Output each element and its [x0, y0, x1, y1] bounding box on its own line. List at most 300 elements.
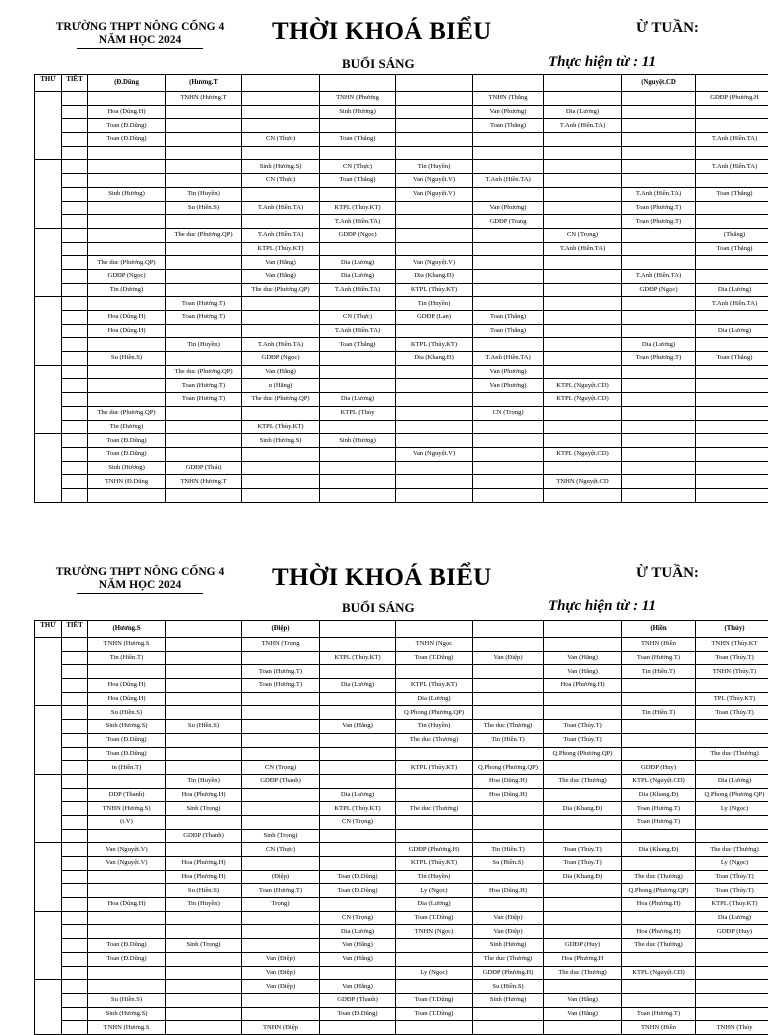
timetable — [34, 74, 768, 503]
subject-cell: Hoa (Dũng.H) — [88, 679, 166, 693]
subject-cell: Ly (Ngọc) — [696, 857, 768, 871]
subject-cell: T.Anh (Hiền.TA) — [696, 297, 768, 311]
school-name — [40, 566, 240, 594]
table-row — [35, 92, 768, 106]
subject-cell: Dia (Lương) — [320, 925, 396, 939]
subject-cell — [396, 815, 473, 829]
subject-cell: Hoa (Phương.H) — [544, 679, 622, 693]
subject-cell: Toan (Phương.T) — [622, 215, 696, 229]
subject-cell — [396, 829, 473, 843]
effective-date: Thực hiện từ : 11 — [548, 54, 656, 71]
subject-cell — [166, 215, 242, 229]
subject-cell: Dia (Lương) — [320, 788, 396, 802]
day-cell — [35, 297, 62, 365]
school-year: NĂM HỌC 2024 — [77, 579, 203, 594]
subject-cell: Toan (T.Dũng) — [396, 1007, 473, 1021]
period-cell — [62, 884, 88, 898]
subject-cell: Van (Phương) — [473, 105, 544, 119]
period-cell — [62, 706, 88, 720]
subject-cell: T.Anh (Hiền.TA) — [473, 352, 544, 366]
subject-cell — [544, 201, 622, 215]
class-header: (Hương.S — [88, 621, 166, 638]
subject-cell — [242, 692, 320, 706]
subject-cell — [396, 788, 473, 802]
subject-cell — [166, 966, 242, 980]
subject-cell: KTPL (Nguyệt.CD) — [622, 966, 696, 980]
subject-cell — [544, 420, 622, 434]
subject-cell: TNHN (Hiền — [622, 638, 696, 652]
table-row — [35, 651, 768, 665]
table-row — [35, 733, 768, 747]
period-cell — [62, 788, 88, 802]
subject-cell — [396, 488, 473, 502]
subject-cell — [622, 146, 696, 160]
subject-cell: Tin (Hiền.T) — [88, 651, 166, 665]
subject-cell — [88, 228, 166, 242]
subject-cell: Toan (Hương.T) — [166, 297, 242, 311]
subject-cell: Dia (Khang.Đ) — [622, 843, 696, 857]
subject-cell: KTPL (Nguyệt.CD) — [622, 774, 696, 788]
header-row — [35, 75, 768, 92]
subject-cell: Tin (Huyền) — [396, 297, 473, 311]
subject-cell — [544, 925, 622, 939]
subject-cell: Su (Hiền.S) — [166, 884, 242, 898]
subject-cell: Hoa (Dũng.H) — [88, 105, 166, 119]
period-cell — [62, 201, 88, 215]
subject-cell — [242, 788, 320, 802]
subject-cell: TNHN (Thủy — [696, 1021, 768, 1035]
period-cell — [62, 733, 88, 747]
subject-cell: Sinh (Trọng) — [166, 939, 242, 953]
subject-cell — [473, 242, 544, 256]
subject-cell — [544, 406, 622, 420]
subject-cell — [696, 311, 768, 325]
subject-cell — [320, 747, 396, 761]
subject-cell — [622, 733, 696, 747]
week-label: Ừ TUẦN: — [636, 565, 699, 582]
subject-cell: Toan (Hương.T) — [242, 884, 320, 898]
subject-cell: Toan (Hương.T) — [622, 815, 696, 829]
subject-cell — [622, 119, 696, 133]
subject-cell: Tin (Hiền.T) — [622, 665, 696, 679]
subject-cell — [396, 393, 473, 407]
subject-cell — [696, 952, 768, 966]
subject-cell — [544, 160, 622, 174]
subject-cell: Toan (T.Dũng) — [396, 911, 473, 925]
subject-cell: KTPL (Thủy.KT) — [396, 761, 473, 775]
table-row — [35, 788, 768, 802]
subject-cell — [320, 761, 396, 775]
subject-cell — [320, 638, 396, 652]
day-cell — [35, 638, 62, 706]
subject-cell: Toan (Thắng) — [320, 133, 396, 147]
subject-cell — [544, 461, 622, 475]
subject-cell — [166, 256, 242, 270]
table-row — [35, 160, 768, 174]
subject-cell — [166, 665, 242, 679]
subject-cell: Van (Hằng) — [320, 952, 396, 966]
subject-cell: Sinh (Hương) — [88, 461, 166, 475]
subject-cell — [473, 283, 544, 297]
period-cell — [62, 311, 88, 325]
subject-cell — [696, 993, 768, 1007]
subject-cell: KTPL (Thủy.KT) — [696, 898, 768, 912]
subject-cell — [166, 733, 242, 747]
table-row — [35, 242, 768, 256]
subject-cell — [544, 133, 622, 147]
subject-cell — [242, 461, 320, 475]
subject-cell — [544, 174, 622, 188]
table-row — [35, 269, 768, 283]
period-cell — [62, 92, 88, 106]
subject-cell — [242, 733, 320, 747]
subject-cell: Toan (Thắng) — [320, 338, 396, 352]
subject-cell — [622, 297, 696, 311]
subject-cell: Toan (Thủy.T) — [544, 843, 622, 857]
period-cell — [62, 324, 88, 338]
subject-cell — [544, 311, 622, 325]
subject-cell: Toan (Đ.Dũng) — [88, 952, 166, 966]
table-row — [35, 966, 768, 980]
subject-cell — [544, 92, 622, 106]
subject-cell — [242, 105, 320, 119]
subject-cell: TNHN (Ngọc) — [396, 925, 473, 939]
subject-cell: The duc (Thương) — [396, 733, 473, 747]
subject-cell — [473, 461, 544, 475]
subject-cell: Tin (Hiền.T) — [622, 706, 696, 720]
subject-cell — [544, 324, 622, 338]
subject-cell — [622, 747, 696, 761]
page-title: THỜI KHOÁ BIỂU — [272, 564, 492, 592]
day-cell — [35, 706, 62, 774]
period-cell — [62, 174, 88, 188]
subject-cell — [473, 338, 544, 352]
class-header — [396, 621, 473, 638]
table-row — [35, 447, 768, 461]
subject-cell: Sinh (Hương) — [88, 187, 166, 201]
subject-cell: Tin (Huyền) — [166, 187, 242, 201]
subject-cell — [88, 160, 166, 174]
table-row — [35, 815, 768, 829]
subject-cell — [166, 911, 242, 925]
subject-cell: Q.Phong (Phương.QP) — [622, 884, 696, 898]
period-cell — [62, 815, 88, 829]
period-cell — [62, 802, 88, 816]
table-row — [35, 406, 768, 420]
subject-cell — [166, 324, 242, 338]
table-row — [35, 283, 768, 297]
subject-cell: TNHN (Điệp — [242, 1021, 320, 1035]
subject-cell: CN (Trọng) — [320, 815, 396, 829]
subject-cell: Toan (Đ.Dũng) — [320, 870, 396, 884]
subject-cell — [242, 939, 320, 953]
subject-cell — [696, 215, 768, 229]
subject-cell — [242, 146, 320, 160]
subject-cell — [622, 133, 696, 147]
subject-cell — [88, 966, 166, 980]
subject-cell — [396, 665, 473, 679]
session-label: BUỔI SÁNG — [342, 56, 415, 72]
period-cell — [62, 283, 88, 297]
subject-cell — [473, 475, 544, 489]
table-row — [35, 434, 768, 448]
table-row — [35, 475, 768, 489]
timetable — [34, 620, 768, 1035]
subject-cell: Dia (Khang.Đ) — [396, 352, 473, 366]
period-cell — [62, 133, 88, 147]
table-row — [35, 420, 768, 434]
table-row — [35, 774, 768, 788]
subject-cell — [473, 747, 544, 761]
period-cell — [62, 679, 88, 693]
header-tiet: TIẾT — [62, 621, 88, 638]
subject-cell — [544, 488, 622, 502]
subject-cell — [473, 665, 544, 679]
subject-cell — [396, 105, 473, 119]
subject-cell — [396, 420, 473, 434]
subject-cell — [696, 269, 768, 283]
class-header — [320, 621, 396, 638]
subject-cell — [166, 242, 242, 256]
table-row — [35, 324, 768, 338]
table-row — [35, 105, 768, 119]
header-row — [35, 621, 768, 638]
subject-cell: Toan (Đ.Dũng) — [88, 119, 166, 133]
subject-cell — [166, 761, 242, 775]
subject-cell: TNHN (Hương.S — [88, 638, 166, 652]
subject-cell: TNHN (Hương.T — [166, 475, 242, 489]
subject-cell — [320, 420, 396, 434]
subject-cell: (t.V) — [88, 815, 166, 829]
day-cell — [35, 228, 62, 296]
table-row — [35, 993, 768, 1007]
subject-cell — [622, 228, 696, 242]
subject-cell: Toan (Thủy.T) — [696, 651, 768, 665]
subject-cell — [473, 187, 544, 201]
table-row — [35, 802, 768, 816]
subject-cell: The duc (Phương.QP) — [88, 406, 166, 420]
subject-cell — [622, 993, 696, 1007]
subject-cell: Hoa (Phương.H — [544, 952, 622, 966]
subject-cell: Su (Hiền.S) — [88, 706, 166, 720]
subject-cell: Toan (Đ.Dũng) — [320, 884, 396, 898]
subject-cell: Su (Hiền.S) — [473, 980, 544, 994]
subject-cell — [396, 324, 473, 338]
day-cell — [35, 911, 62, 979]
subject-cell: T.Anh (Hiền.TA) — [320, 215, 396, 229]
subject-cell — [166, 638, 242, 652]
subject-cell: The duc (Thương) — [622, 870, 696, 884]
subject-cell — [88, 92, 166, 106]
subject-cell: Sinh (Hương.S) — [242, 434, 320, 448]
subject-cell: GDĐP (Lan) — [396, 311, 473, 325]
period-cell — [62, 297, 88, 311]
subject-cell — [473, 1021, 544, 1035]
table-row — [35, 843, 768, 857]
subject-cell: T.Anh (Hiền.TA) — [622, 187, 696, 201]
subject-cell: Hoa (Dũng.H) — [473, 788, 544, 802]
page-title: THỜI KHOÁ BIỂU — [272, 18, 492, 46]
subject-cell: (Thắng) — [696, 228, 768, 242]
subject-cell — [320, 829, 396, 843]
subject-cell — [544, 187, 622, 201]
class-header: (Đ.Dũng — [88, 75, 166, 92]
subject-cell: Van (Hằng) — [320, 939, 396, 953]
subject-cell — [242, 447, 320, 461]
subject-cell — [88, 242, 166, 256]
subject-cell — [696, 939, 768, 953]
subject-cell: T.Anh (Hiền.TA) — [622, 269, 696, 283]
subject-cell — [696, 733, 768, 747]
subject-cell — [544, 297, 622, 311]
week-label: Ừ TUẦN: — [636, 20, 699, 37]
subject-cell: Dia (Khang.Đ) — [544, 802, 622, 816]
subject-cell — [320, 706, 396, 720]
subject-cell — [320, 843, 396, 857]
subject-cell: KTPL (Thủy.KT) — [396, 679, 473, 693]
subject-cell: Ly (Ngọc) — [396, 966, 473, 980]
subject-cell: T.Anh (Hiền.TA) — [320, 283, 396, 297]
subject-cell — [88, 201, 166, 215]
subject-cell: Van (Nguyệt.V) — [88, 857, 166, 871]
period-cell — [62, 447, 88, 461]
subject-cell: T.Anh (Hiền.TA) — [696, 133, 768, 147]
day-cell — [35, 843, 62, 911]
subject-cell: Van (Hằng) — [544, 993, 622, 1007]
subject-cell: The duc (Thương) — [622, 939, 696, 953]
subject-cell — [544, 146, 622, 160]
period-cell — [62, 393, 88, 407]
subject-cell: Toan (Hương.T) — [166, 393, 242, 407]
subject-cell: Toan (Hương.T) — [242, 679, 320, 693]
subject-cell: Van (Hằng) — [544, 651, 622, 665]
subject-cell — [544, 638, 622, 652]
table-row — [35, 133, 768, 147]
subject-cell: Dia (Lương) — [320, 256, 396, 270]
subject-cell — [473, 447, 544, 461]
subject-cell: GDĐP (Thái) — [166, 461, 242, 475]
subject-cell — [320, 187, 396, 201]
subject-cell — [88, 774, 166, 788]
period-cell — [62, 420, 88, 434]
subject-cell — [544, 788, 622, 802]
period-cell — [62, 925, 88, 939]
subject-cell: Toan (Đ.Dũng) — [88, 733, 166, 747]
subject-cell: GDĐP (Thanh) — [320, 993, 396, 1007]
subject-cell: Toan (Thủy.T) — [696, 884, 768, 898]
subject-cell — [696, 1007, 768, 1021]
subject-cell — [166, 651, 242, 665]
table-row — [35, 665, 768, 679]
subject-cell — [166, 1021, 242, 1035]
subject-cell — [473, 434, 544, 448]
subject-cell: TNHN (Thắng — [473, 92, 544, 106]
subject-cell — [622, 311, 696, 325]
subject-cell — [473, 898, 544, 912]
subject-cell: Sinh (Hương) — [473, 993, 544, 1007]
subject-cell — [166, 952, 242, 966]
subject-cell: KTPL (Thủy.KT) — [396, 857, 473, 871]
period-cell — [62, 898, 88, 912]
table-row — [35, 1007, 768, 1021]
period-cell — [62, 338, 88, 352]
subject-cell: Van (Phương) — [473, 379, 544, 393]
subject-cell — [544, 898, 622, 912]
subject-cell: TNHN (Hương.S) — [88, 802, 166, 816]
subject-cell — [396, 461, 473, 475]
table-row — [35, 379, 768, 393]
subject-cell: KTPL (Thủy.KT) — [320, 802, 396, 816]
subject-cell — [473, 160, 544, 174]
subject-cell: Toan (Thủy.T) — [696, 706, 768, 720]
subject-cell: GDĐP (Thanh) — [242, 774, 320, 788]
subject-cell: GDĐP (Ngọc) — [622, 283, 696, 297]
day-cell — [35, 434, 62, 502]
subject-cell — [88, 174, 166, 188]
subject-cell — [544, 283, 622, 297]
table-row — [35, 692, 768, 706]
subject-cell: Toan (Thắng) — [696, 352, 768, 366]
subject-cell — [88, 884, 166, 898]
table-row — [35, 228, 768, 242]
subject-cell: TNHN (Phương — [320, 92, 396, 106]
subject-cell — [473, 692, 544, 706]
subject-cell — [320, 461, 396, 475]
subject-cell: Van (Phương) — [473, 201, 544, 215]
subject-cell: T.Anh (Hiền.TA) — [473, 174, 544, 188]
subject-cell: KTPL (Nguyệt.CD) — [544, 393, 622, 407]
subject-cell: Van (Hằng) — [320, 720, 396, 734]
subject-cell — [88, 980, 166, 994]
subject-cell — [396, 201, 473, 215]
subject-cell — [320, 146, 396, 160]
subject-cell — [320, 733, 396, 747]
subject-cell — [622, 829, 696, 843]
class-header: (Thủy) — [696, 621, 768, 638]
subject-cell: Hoa (Phương.H) — [166, 870, 242, 884]
subject-cell: Tin (Hiền.T) — [473, 843, 544, 857]
subject-cell — [622, 434, 696, 448]
subject-cell — [88, 911, 166, 925]
period-cell — [62, 242, 88, 256]
period-cell — [62, 720, 88, 734]
period-cell — [62, 215, 88, 229]
period-cell — [62, 256, 88, 270]
subject-cell — [544, 338, 622, 352]
subject-cell: Ly (Ngọc) — [696, 802, 768, 816]
subject-cell: Tin (Dương) — [88, 420, 166, 434]
subject-cell: DDP (Thanh) — [88, 788, 166, 802]
period-cell — [62, 761, 88, 775]
school-name-line: TRƯỜNG THPT NÔNG CỐNG 4 — [40, 566, 240, 579]
subject-cell: The duc (Thương) — [696, 747, 768, 761]
subject-cell: GDĐP (Huy) — [622, 761, 696, 775]
class-header: (Nguyệt.CD — [622, 75, 696, 92]
table-row — [35, 352, 768, 366]
subject-cell — [166, 747, 242, 761]
subject-cell — [696, 365, 768, 379]
table-row — [35, 488, 768, 502]
class-header — [242, 75, 320, 92]
subject-cell: Sinh (Hương.S) — [88, 1007, 166, 1021]
period-cell — [62, 692, 88, 706]
subject-cell — [88, 829, 166, 843]
subject-cell: Dia (Lương) — [696, 283, 768, 297]
subject-cell: KTPL (Thủy.KT) — [242, 242, 320, 256]
subject-cell — [166, 105, 242, 119]
subject-cell — [320, 242, 396, 256]
subject-cell: The duc (Thương) — [473, 720, 544, 734]
